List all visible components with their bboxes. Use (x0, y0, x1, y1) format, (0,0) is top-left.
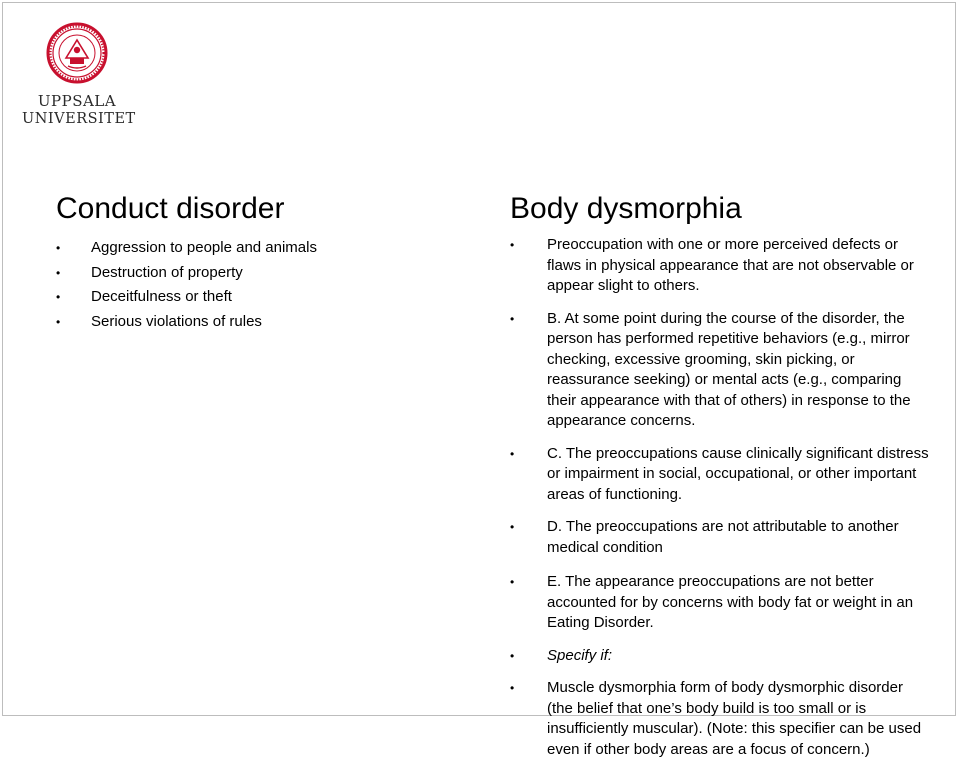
university-logo (22, 22, 136, 127)
list-item (56, 310, 317, 335)
list-item-text: Aggression to people and animals (91, 239, 317, 256)
bullet-icon (56, 236, 66, 261)
list-item-text: E. The appearance preoccupations are not better accounted for by concerns with body fat or weight in an Eating Disorder. (547, 573, 914, 631)
list-item (56, 236, 317, 261)
body-dysmorphia-title: Body dysmorphia (510, 192, 742, 225)
logo-text-line2: UNIVERSITET (22, 111, 136, 127)
list-item (510, 235, 930, 297)
list-item-text: Serious violations of rules (91, 312, 262, 330)
bullet-icon (56, 310, 66, 335)
list-item (56, 285, 317, 310)
bullet-icon (510, 517, 520, 538)
list-item-text: B. At some point during the course of the disorder, the person has performed repetitive behaviors (e.g., mirror checking, excessive grooming, skin picking, or reassurance seeking) or mental acts (e.g., comparing their appearance with that of others) in response to the appearance concerns. (547, 309, 911, 429)
list-item-text: Muscle dysmorphia form of body dysmorphic disorder (the belief that one’s body build is too small or is insufficiently muscular). (Note: this specifier can be used even if other body areas are a focus of concern.) (547, 679, 922, 758)
list-item-text: C. The preoccupations cause clinically significant distress or impairment in social, occupational, or other important areas of functioning. (547, 444, 929, 503)
bullet-icon (510, 444, 520, 465)
list-item (510, 517, 930, 558)
bullet-icon (510, 678, 520, 699)
logo-text-line1: UPPSALA (37, 92, 117, 110)
body-dysmorphia-list (510, 235, 930, 772)
bullet-icon (510, 235, 520, 256)
bullet-icon (510, 646, 520, 667)
bullet-icon (56, 261, 66, 286)
bullet-icon (56, 285, 66, 310)
university-seal-icon (46, 22, 108, 84)
list-item (510, 678, 930, 760)
specify-if-text: Specify if: (547, 646, 613, 664)
list-item (510, 309, 930, 432)
bullet-icon (510, 572, 520, 593)
bullet-icon (510, 309, 520, 330)
list-item-text: Deceitfulness or theft (91, 288, 232, 305)
conduct-disorder-list (56, 236, 317, 334)
list-item (510, 646, 930, 667)
list-item (56, 261, 317, 286)
conduct-disorder-title: Conduct disorder (56, 192, 285, 225)
list-item (510, 444, 930, 506)
list-item-text: D. The preoccupations are not attributable to another medical condition (547, 518, 899, 556)
list-item-text: Destruction of property (91, 263, 243, 281)
list-item (510, 572, 930, 634)
list-item-text: Preoccupation with one or more perceived defects or flaws in physical appearance that are not observable or appear slight to others. (547, 236, 914, 294)
